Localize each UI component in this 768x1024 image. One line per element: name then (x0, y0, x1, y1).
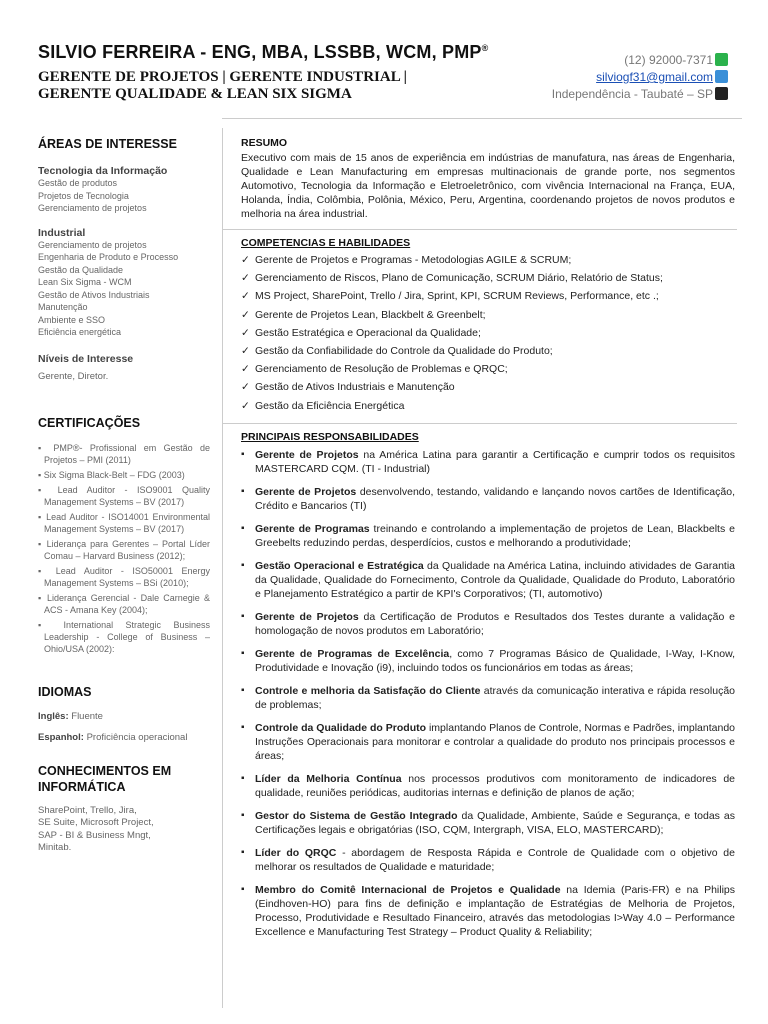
list-item: ✓ Gerente de Projetos Lean, Blackbelt & Greenbelt; (241, 306, 735, 324)
section-divider (222, 229, 737, 230)
list-item: ✓ Gerente de Projetos e Programas - Metodologias AGILE & SCRUM; (241, 251, 735, 269)
skills-heading: COMPETENCIAS E HABILIDADES (241, 237, 411, 249)
list-item: Gerenciamento de projetos (38, 239, 147, 250)
certifications-list (38, 442, 210, 655)
list-item: ▪ International Strategic Business Leadership - College of Business – Ohio/USA (2002): (38, 619, 210, 654)
summary-text: Executivo com mais de 15 anos de experiência em indústrias de manufatura, nas áreas de Engenharia, Qualidade e Lean Manufacturing em empresas multinacionais de grande porte, nos segmentos Automotivo, Tecnologia da Informação e Eletroeletrônico, com vivência Internacional na França, EUA, Holanda, Índia, Colômbia, Polônia, México, Peru, Argentina, coordenando projetos de novos produtos e melhoria na área industrial. (241, 152, 735, 220)
check-icon: ✓ (241, 308, 250, 321)
list-item: ✓ Gestão da Eficiência Energética (241, 397, 735, 415)
niveis-heading: Níveis de Interesse (38, 352, 134, 365)
spanish-row: Espanhol: Proficiência operacional (38, 731, 188, 743)
check-icon: ✓ (241, 345, 250, 358)
mail-icon (715, 70, 728, 83)
email-link[interactable]: silviogf31@gmail.com (596, 70, 713, 84)
list-item: ▪ Controle da Qualidade do Produto implantando Planos de Controle, Normas e Padrões, implantando Instruções Operacionais para monitorar e controlar a qualidade do produto nos principais processos e áreas; (241, 721, 735, 763)
areas-heading: ÁREAS DE INTERESSE (38, 137, 177, 151)
list-item: Gerenciamento de projetos (38, 203, 147, 213)
location-text: Independência - Taubaté – SP (551, 87, 713, 101)
list-item: ▪ Gerente de Projetos na América Latina para garantir a Certificação e cumprir todos os requisitos MASTERCARD CQM. (TI - Industrial) (241, 448, 735, 476)
list-item: ▪ PMP®- Profissional em Gestão de Projetos – PMI (2011) (38, 442, 210, 465)
contact-block (552, 52, 728, 103)
list-item: Engenharia de Produto e Processo (38, 252, 179, 262)
list-item: ▪ Liderança Gerencial - Dale Carnegie & ACS - Amana Key (2004); (38, 592, 210, 615)
subtitle-line-2: GERENTE QUALIDADE & LEAN SIX SIGMA (38, 86, 352, 102)
languages-heading: IDIOMAS (38, 684, 92, 699)
list-item: ▪ Controle e melhoria da Satisfação do Cliente através da comunicação interativa e rápida resolução de problemas; (241, 684, 735, 712)
list-item: ▪ Gestor do Sistema de Gestão Integrado da Qualidade, Ambiente, Saúde e Segurança, e todas as Certificações legais e obrigatórias (ISO, CQM, Intergraph, VISA, ELO, MASTERCARD); (241, 809, 735, 837)
list-item: ▪ Lead Auditor - ISO50001 Energy Management Systems – BSi (2010); (38, 565, 210, 588)
list-item: ▪ Gestão Operacional e Estratégica da Qualidade na América Latina, incluindo atividades de Garantia da Qualidade, Qualidade do Fornecimento, Controle da Qualidade, Qualidade do Produto, Laboratório e Planejamento Estratégico a partir de KPI's Corporativos; (TI, automotivo) (241, 559, 735, 601)
list-item: Ambiente e SSO (38, 314, 106, 325)
check-icon: ✓ (241, 290, 250, 303)
list-item: Manutenção (38, 302, 88, 312)
list-item: SharePoint, Trello, Jira, (38, 804, 137, 816)
phone-number: (12) 92000-7371 (624, 53, 713, 67)
right-column (241, 137, 735, 948)
candidate-name: SILVIO FERREIRA - ENG, MBA, LSSBB, WCM, PMP® (38, 42, 489, 62)
it-skills-heading: CONHECIMENTOS EM INFORMÁTICA (38, 763, 172, 794)
list-item: Lean Six Sigma - WCM (38, 277, 132, 287)
home-icon (715, 87, 728, 100)
check-icon: ✓ (241, 381, 250, 394)
ti-heading: Tecnologia da Informação (38, 165, 168, 177)
responsibilities-list (241, 448, 735, 939)
list-item: ▪ Lead Auditor - ISO9001 Quality Management Systems – BV (2017) (38, 484, 210, 507)
column-divider (222, 128, 223, 1008)
list-item: ▪ Liderança para Gerentes – Portal Líder Comau – Harvard Business (2012); (38, 538, 210, 561)
list-item: ✓ MS Project, SharePoint, Trello / Jira, Sprint, KPI, SCRUM Reviews, Performance, etc .; (241, 287, 735, 305)
email-row (552, 69, 728, 86)
check-icon: ✓ (241, 326, 250, 339)
list-item: ▪ Líder do QRQC - abordagem de Resposta Rápida e Controle de Qualidade com o objetivo de melhorar os resultados de Qualidade e maturidade; (241, 846, 735, 874)
responsibilities-heading: PRINCIPAIS RESPONSABILIDADES (241, 430, 419, 443)
subtitle-line-1: GERENTE DE PROJETOS | GERENTE INDUSTRIAL | (38, 69, 407, 85)
list-item: Minitab. (38, 842, 72, 853)
certifications-heading: CERTIFICAÇÕES (38, 415, 141, 430)
section-divider (222, 423, 737, 424)
phone-row (552, 52, 728, 69)
check-icon: ✓ (241, 254, 250, 266)
header-divider (222, 118, 742, 119)
list-item: ▪ Gerente de Projetos da Certificação de Produtos e Resultados dos Testes durante a validação e homologação de novos produtos em Laboratório; (241, 610, 735, 638)
industrial-heading: Industrial (38, 226, 86, 239)
list-item: ✓ Gestão Estratégica e Operacional da Qualidade; (241, 324, 735, 342)
left-column (38, 137, 210, 855)
list-item: ▪ Gerente de Programas de Excelência, como 7 Programas Básico de Qualidade, I-Way, I-Know, Produtividade e Inovação (i9), incluindo todos os funcionários em todas as áreas; (241, 647, 735, 675)
list-item: SAP - BI & Business Mngt, (38, 829, 151, 841)
list-item: ▪ Gerente de Programas treinando e controlando a implementação de projetos de Lean, Blackbelts e Greebelts reduzindo perdas, desperdícios, custos e melhorando a produtividade; (241, 522, 735, 550)
list-item: ✓ Gestão da Confiabilidade do Controle da Qualidade do Produto; (241, 342, 735, 360)
location-row (552, 86, 728, 103)
list-item: ✓ Gestão de Ativos Industriais e Manutenção (241, 378, 735, 396)
whatsapp-icon (715, 53, 728, 66)
list-item: ▪ Gerente de Projetos desenvolvendo, testando, validando e lançando novos cartões de Identificação, Crédito e Bancarios (TI) (241, 485, 735, 513)
english-row: Inglês: Fluente (38, 710, 103, 722)
ti-list (38, 177, 210, 215)
resume-header (38, 42, 734, 112)
industrial-list (38, 239, 210, 339)
list-item: Eficiência energética (38, 327, 122, 337)
list-item: Gestão da Qualidade (38, 264, 124, 275)
list-item: ▪ Lead Auditor - ISO14001 Environmental Management Systems – BV (2017) (38, 511, 210, 534)
check-icon: ✓ (241, 272, 250, 285)
it-skills-list (38, 805, 210, 855)
check-icon: ✓ (241, 399, 250, 412)
check-icon: ✓ (241, 363, 250, 376)
niveis-value: Gerente, Diretor. (38, 370, 109, 382)
list-item: ✓ Gerenciamento de Riscos, Plano de Comunicação, SCRUM Diário, Relatório de Status; (241, 269, 735, 287)
skills-list (241, 251, 735, 415)
list-item: SE Suite, Microsoft Project, (38, 817, 154, 828)
list-item: ▪ Líder da Melhoria Contínua nos processos produtivos com monitoramento de indicadores de qualidade, reuniões periódicas, auditorias internas e definição de planos de ação; (241, 772, 735, 800)
list-item: Gestão de Ativos Industriais (38, 289, 150, 300)
list-item: ▪ Six Sigma Black-Belt – FDG (2003) (38, 469, 185, 480)
summary-heading: RESUMO (241, 137, 288, 149)
list-item: ▪ Membro do Comitê Internacional de Projetos e Qualidade na Idemia (Paris-FR) e na Philips (Eindhoven-HO) para fins de definição e implantação de Estratégias de Melhoria de Projetos, Processo, Produtividade e Resultado Financeiro, através das metodologias I>Way 4.0 – Performance Excellence e Manufacturing Test Strategy – Product Quality & Reliability; (241, 883, 735, 939)
list-item: ✓ Gerenciamento de Resolução de Problemas e QRQC; (241, 360, 735, 378)
list-item: Projetos de Tecnologia (38, 190, 129, 201)
list-item: Gestão de produtos (38, 178, 118, 188)
